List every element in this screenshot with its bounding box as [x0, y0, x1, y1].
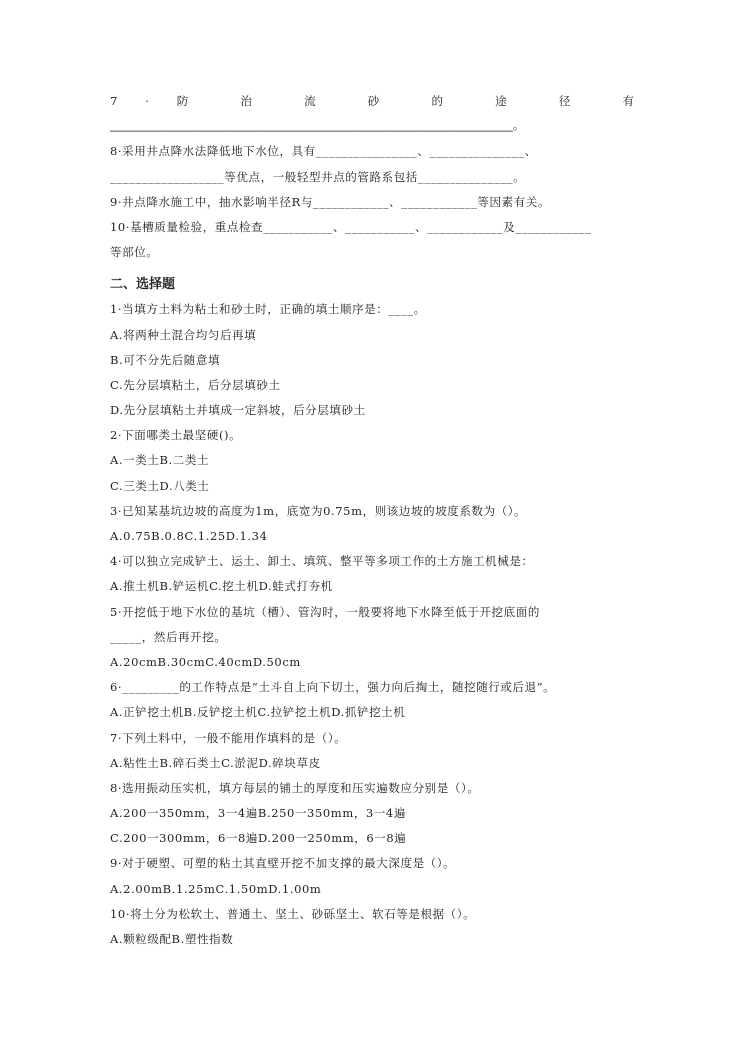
choice-line: 6·_________的工作特点是“土斗自上向下切土，强力向后掏土，随挖随行或后退”。 [110, 680, 556, 695]
choice-line: 3·已知某基坑边坡的高度为1m，底宽为0.75m，则该边坡的坡度系数为（）。 [110, 503, 527, 518]
section-heading: 二、选择题 [110, 277, 176, 293]
choice-line: 2·下面哪类土最坚硬()。 [110, 428, 242, 443]
choice-line: _____，然后再开挖。 [110, 629, 227, 644]
document-page [110, 89, 634, 952]
choice-line: A.推土机B.铲运机C.挖土机D.蛙式打夯机 [110, 579, 333, 594]
choice-questions [110, 297, 634, 952]
choice-line: 9·对于硬塑、可塑的粘土其直壁开挖不加支撑的最大深度是（）。 [110, 856, 456, 871]
choice-line: C.三类土D.八类土 [110, 478, 210, 493]
choice-line: 4·可以独立完成铲土、运土、卸土、填筑、整平等多项工作的土方施工机械是： [110, 554, 534, 569]
fill-blank-q10-line1: 10·基槽质量检验，重点检查___________、___________、____________及____________ [110, 219, 592, 234]
fill-blank-q10-line2: 等部位。 [110, 245, 159, 260]
choice-line: A.2.00mB.1.25mC.1.50mD.1.00m [110, 881, 322, 896]
choice-line: C.200一300mm，6一8遍D.200一250mm，6一8遍 [110, 831, 407, 846]
choice-line: 10·将土分为松软土、普通土、坚土、砂砾坚土、软石等是根据（）。 [110, 906, 476, 921]
choice-line: 5·开挖低于地下水位的基坑（槽）、管沟时，一般要将地下水降至低于开挖底面的 [110, 604, 540, 619]
choice-line: A.0.75B.0.8C.1.25D.1.34 [110, 529, 268, 543]
choice-line: A.颗粒级配B.塑性指数 [110, 932, 234, 946]
choice-line: A.20cmB.30cmC.40cmD.50cm [110, 654, 301, 669]
choice-line: 8·选用振动压实机，填方每层的铺土的厚度和压实遍数应分别是（）。 [110, 780, 480, 795]
fill-blank-q8-line1: 8·采用井点降水法降低地下水位，具有________________、_______________、 [110, 144, 537, 159]
choice-line: A.正铲挖土机B.反铲挖土机C.拉铲挖土机D.抓铲挖土机 [110, 705, 406, 720]
choice-line: 7·下列土料中，一般不能用作填料的是（）。 [110, 730, 347, 745]
choice-line: A.粘性土B.碎石类土C.淤泥D.碎块草皮 [110, 755, 321, 770]
choice-line: A.一类土B.二类土 [110, 453, 210, 468]
choice-line: D.先分层填粘土并填成一定斜坡，后分层填砂土 [110, 403, 366, 418]
fill-blank-q8-line2: __________________等优点，一般轻型井点的管路系包括_______________。 [110, 169, 526, 184]
choice-line: A.200一350mm，3一4遍B.250一350mm，3一4遍 [110, 806, 406, 821]
fill-blank-q7-line2: _______________________________________________________________。 [110, 120, 525, 133]
fill-blank-q9: 9·井点降水施工中，抽水影响半径R与____________、____________等因素有关。 [110, 194, 551, 209]
choice-line: B.可不分先后随意填 [110, 352, 221, 367]
choice-line: A.将两种土混合均匀后再填 [110, 327, 257, 342]
fill-blank-q7-line1: 7 · 防 治 流 砂 的 途 径 有 [110, 94, 634, 108]
choice-line: 1·当填方土料为粘土和砂土时，正确的填土顺序是：____。 [110, 302, 426, 317]
choice-line: C.先分层填粘土，后分层填砂土 [110, 377, 281, 392]
